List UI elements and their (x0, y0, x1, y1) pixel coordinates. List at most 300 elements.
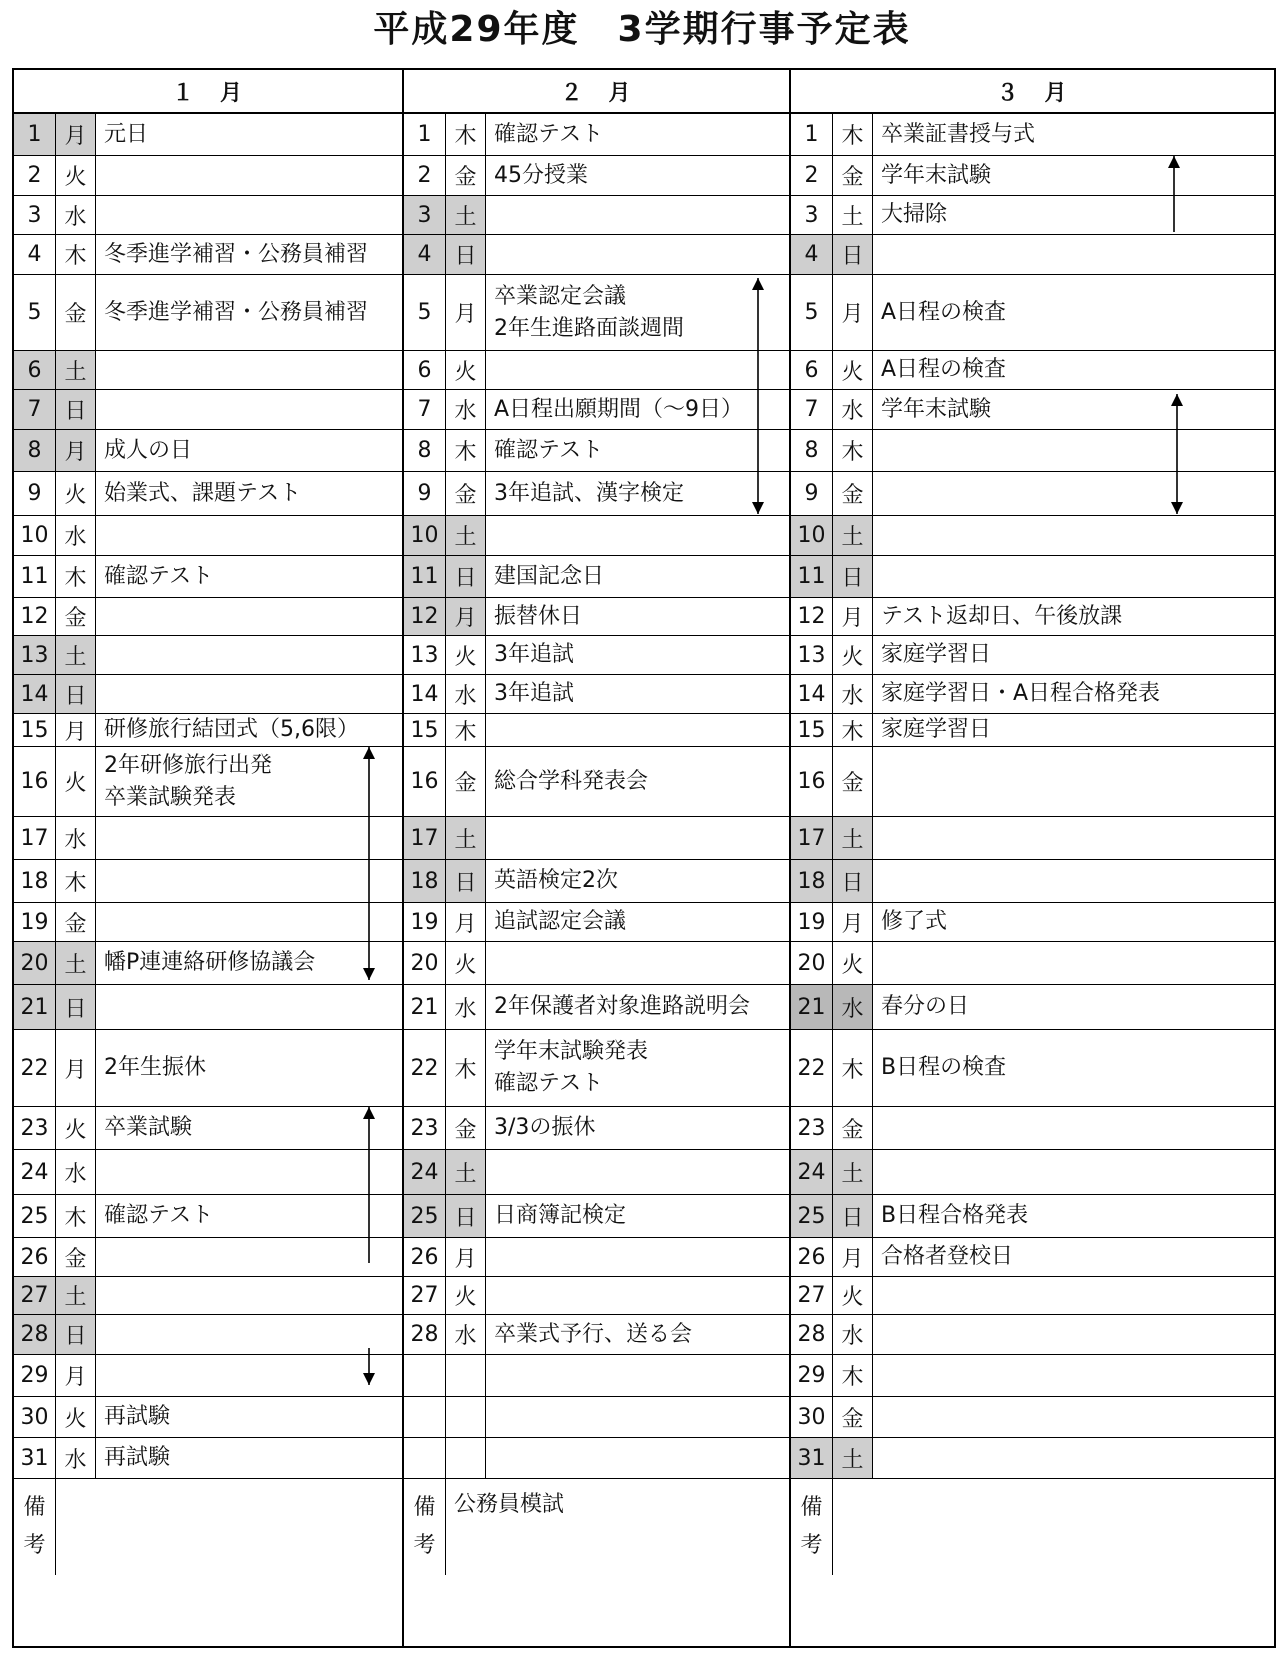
day-row (404, 556, 789, 598)
event-text: 春分の日 (881, 994, 970, 1019)
day-row (14, 1438, 402, 1479)
weekday: 火 (56, 1107, 96, 1149)
day-row (791, 903, 1274, 942)
day-row (404, 235, 789, 275)
weekday: 水 (446, 675, 486, 713)
day-number: 29 (14, 1355, 56, 1396)
weekday: 木 (56, 860, 96, 902)
event-text: 45分授業 (494, 162, 588, 188)
day-number: 11 (791, 556, 833, 597)
day-row (791, 196, 1274, 235)
day-row (14, 430, 402, 472)
day-number: 11 (404, 556, 446, 597)
day-number: 27 (791, 1277, 833, 1314)
day-number: 8 (404, 430, 446, 471)
weekday: 日 (833, 556, 873, 597)
day-number: 7 (14, 390, 56, 429)
event-text (96, 817, 402, 859)
day-number: 16 (404, 747, 446, 816)
weekday: 土 (833, 1438, 873, 1478)
event-text: 3年追試、漢字検定 (494, 480, 684, 506)
weekday: 水 (833, 390, 873, 429)
event-text: 日商簿記検定 (494, 1203, 627, 1228)
event-text (96, 985, 402, 1029)
months-container (14, 70, 1274, 1646)
weekday: 土 (833, 516, 873, 555)
event-text: 確認テスト (104, 1203, 214, 1228)
weekday: 水 (833, 985, 873, 1029)
event-text (873, 1397, 1274, 1437)
event-text: 学年末試験 (881, 162, 992, 188)
event-text: 合格者登校日 (881, 1244, 1014, 1269)
day-number: 1 (14, 114, 56, 155)
weekday: 月 (56, 114, 96, 155)
month-column (14, 70, 402, 1646)
day-number: 9 (404, 472, 446, 515)
day-number: 15 (14, 714, 56, 746)
event-text: 卒業認定会議 2年生進路面談週間 (494, 283, 684, 341)
weekday: 土 (833, 196, 873, 234)
weekday: 月 (833, 275, 873, 350)
weekday: 木 (833, 114, 873, 155)
day-row (791, 1030, 1274, 1107)
day-number: 22 (14, 1030, 56, 1106)
event-text (96, 196, 402, 234)
day-row (791, 942, 1274, 985)
day-number: 14 (404, 675, 446, 713)
day-row (14, 390, 402, 430)
day-row (791, 516, 1274, 556)
day-row (14, 275, 402, 351)
day-number: 3 (14, 196, 56, 234)
day-row (404, 675, 789, 714)
day-row (404, 747, 789, 817)
day-row (404, 1277, 789, 1315)
weekday: 火 (446, 351, 486, 389)
weekday: 月 (56, 430, 96, 471)
event-text: 再試験 (104, 1404, 171, 1429)
weekday: 土 (56, 942, 96, 984)
weekday: 日 (446, 235, 486, 274)
day-row (404, 1238, 789, 1277)
weekday: 水 (56, 196, 96, 234)
weekday: 水 (446, 390, 486, 429)
day-row (791, 390, 1274, 430)
day-number: 26 (404, 1238, 446, 1276)
day-number: 7 (791, 390, 833, 429)
day-number (404, 1438, 446, 1478)
event-text: 家庭学習日 (881, 642, 992, 667)
event-text: 確認テスト (104, 563, 214, 589)
day-number: 5 (791, 275, 833, 350)
event-text: 追試認定会議 (494, 909, 627, 934)
month-header: １ 月 (14, 70, 402, 114)
weekday: 土 (446, 516, 486, 555)
weekday: 日 (833, 1195, 873, 1237)
event-text: A日程出願期間（～9日） (494, 396, 744, 422)
day-number: 4 (791, 235, 833, 274)
day-number: 15 (404, 714, 446, 746)
event-text (873, 1355, 1274, 1396)
event-text: 学年末試験発表 確認テスト (494, 1039, 649, 1096)
weekday: 土 (56, 636, 96, 674)
weekday: 木 (446, 114, 486, 155)
remarks-label (404, 1479, 446, 1575)
weekday: 土 (446, 1150, 486, 1194)
day-row (404, 275, 789, 351)
day-number: 20 (791, 942, 833, 984)
weekday: 日 (446, 1195, 486, 1237)
day-number: 6 (404, 351, 446, 389)
weekday: 金 (833, 747, 873, 816)
weekday: 日 (833, 235, 873, 274)
day-number: 25 (404, 1195, 446, 1237)
weekday: 金 (833, 1107, 873, 1149)
event-text (486, 516, 789, 555)
page-title: 平成29年度 3学期行事予定表 (373, 9, 911, 50)
event-text: 学年末試験 (881, 396, 992, 422)
day-row (14, 636, 402, 675)
event-text (96, 860, 402, 902)
event-text: 卒業証書授与式 (881, 121, 1036, 147)
day-number: 21 (791, 985, 833, 1029)
event-text (873, 1438, 1274, 1478)
event-text: 卒業式予行、送る会 (494, 1321, 693, 1347)
day-row (14, 196, 402, 235)
weekday: 日 (56, 675, 96, 713)
event-text (96, 1238, 402, 1276)
event-text (873, 1315, 1274, 1354)
day-number: 27 (14, 1277, 56, 1314)
event-text: B日程合格発表 (881, 1203, 1029, 1228)
weekday: 水 (833, 675, 873, 713)
day-row (404, 985, 789, 1030)
weekday: 月 (56, 1030, 96, 1106)
day-number: 6 (791, 351, 833, 389)
event-text (486, 1277, 789, 1314)
event-text (96, 516, 402, 555)
weekday: 日 (833, 860, 873, 902)
day-number: 25 (791, 1195, 833, 1237)
day-number: 28 (404, 1315, 446, 1354)
day-row (404, 351, 789, 390)
weekday: 水 (56, 817, 96, 859)
day-number: 12 (791, 598, 833, 635)
event-text (486, 1355, 789, 1396)
day-number: 28 (14, 1315, 56, 1354)
day-row (791, 1438, 1274, 1479)
event-text: 家庭学習日・A日程合格発表 (881, 681, 1161, 706)
day-row (14, 817, 402, 860)
weekday: 木 (446, 430, 486, 471)
event-text (873, 472, 1274, 515)
day-row (791, 275, 1274, 351)
weekday: 月 (833, 903, 873, 941)
remarks-label-char: 備 (23, 1495, 46, 1520)
day-number: 2 (791, 156, 833, 195)
day-number: 5 (404, 275, 446, 350)
day-number: 31 (791, 1438, 833, 1478)
weekday: 水 (56, 1438, 96, 1478)
day-number: 21 (14, 985, 56, 1029)
event-text: 始業式、課題テスト (104, 480, 302, 506)
day-row (14, 598, 402, 636)
day-number: 23 (14, 1107, 56, 1149)
weekday: 火 (833, 1277, 873, 1314)
event-text: 建国記念日 (494, 563, 605, 589)
day-row (14, 1195, 402, 1238)
day-number: 6 (14, 351, 56, 389)
weekday (446, 1355, 486, 1396)
event-text: 2年保護者対象進路説明会 (494, 994, 750, 1019)
month-header: ３ 月 (791, 70, 1274, 114)
day-number: 30 (791, 1397, 833, 1437)
day-number: 19 (791, 903, 833, 941)
remarks-label-char: 備 (800, 1495, 823, 1520)
event-text (486, 235, 789, 274)
day-row (404, 1150, 789, 1195)
day-row (14, 351, 402, 390)
weekday: 木 (446, 1030, 486, 1106)
weekday: 金 (446, 1107, 486, 1149)
weekday: 火 (446, 1277, 486, 1314)
day-row (404, 516, 789, 556)
day-row (14, 472, 402, 516)
event-text (96, 675, 402, 713)
day-row (791, 556, 1274, 598)
day-row (791, 598, 1274, 636)
day-row (14, 1355, 402, 1397)
weekday: 金 (56, 275, 96, 350)
day-number: 25 (14, 1195, 56, 1237)
day-number: 18 (791, 860, 833, 902)
day-row (791, 860, 1274, 903)
day-number: 5 (14, 275, 56, 350)
event-text (873, 430, 1274, 471)
remarks-row (791, 1479, 1274, 1575)
event-text (96, 1277, 402, 1314)
event-text: 修了式 (881, 909, 948, 934)
remarks-text (833, 1479, 1274, 1575)
remarks-label-char: 考 (800, 1533, 823, 1558)
day-row (404, 472, 789, 516)
event-text (96, 1355, 402, 1396)
day-row (14, 860, 402, 903)
day-row (14, 1397, 402, 1438)
day-row (14, 985, 402, 1030)
weekday: 日 (446, 556, 486, 597)
event-text: 3年追試 (494, 642, 574, 667)
event-text: B日程の検査 (881, 1055, 1007, 1080)
event-text (486, 714, 789, 746)
day-row (404, 942, 789, 985)
weekday: 月 (446, 275, 486, 350)
day-number: 2 (404, 156, 446, 195)
weekday: 金 (833, 156, 873, 195)
event-text: A日程の検査 (881, 299, 1007, 325)
day-row (404, 1355, 789, 1397)
weekday (446, 1397, 486, 1437)
weekday: 月 (446, 1238, 486, 1276)
event-text: 研修旅行結団式（5,6限） (104, 717, 359, 742)
day-row (791, 156, 1274, 196)
event-text (873, 860, 1274, 902)
day-row (791, 351, 1274, 390)
day-number: 24 (14, 1150, 56, 1194)
day-number: 22 (791, 1030, 833, 1106)
event-text: 3/3の振休 (494, 1115, 596, 1140)
day-row (791, 714, 1274, 747)
day-row (404, 636, 789, 675)
day-number: 20 (14, 942, 56, 984)
day-number: 28 (791, 1315, 833, 1354)
day-row (14, 556, 402, 598)
day-number: 31 (14, 1438, 56, 1478)
day-number: 2 (14, 156, 56, 195)
event-text: 幡P連連絡研修協議会 (104, 950, 316, 975)
weekday: 金 (446, 747, 486, 816)
day-number: 17 (404, 817, 446, 859)
day-row (404, 1397, 789, 1438)
day-row (404, 817, 789, 860)
event-text (873, 556, 1274, 597)
day-row (14, 1030, 402, 1107)
day-number: 26 (791, 1238, 833, 1276)
event-text (873, 1107, 1274, 1149)
day-number: 27 (404, 1277, 446, 1314)
event-text: 元日 (104, 121, 149, 147)
month-column (402, 70, 789, 1646)
weekday: 日 (446, 860, 486, 902)
day-number: 18 (404, 860, 446, 902)
day-row (791, 817, 1274, 860)
day-row (791, 1315, 1274, 1355)
event-text (873, 516, 1274, 555)
day-row (791, 430, 1274, 472)
event-text (486, 196, 789, 234)
day-number: 12 (14, 598, 56, 635)
day-number: 23 (404, 1107, 446, 1149)
day-row (404, 1030, 789, 1107)
event-text: 再試験 (104, 1445, 171, 1470)
weekday: 土 (56, 351, 96, 389)
remarks-label-char: 備 (413, 1495, 436, 1520)
day-row (791, 1397, 1274, 1438)
weekday: 日 (56, 1315, 96, 1354)
weekday: 日 (56, 390, 96, 429)
event-text: 大掃除 (881, 202, 948, 227)
day-number: 10 (14, 516, 56, 555)
event-text (873, 1277, 1274, 1314)
day-number: 24 (404, 1150, 446, 1194)
day-number: 16 (791, 747, 833, 816)
day-number: 18 (14, 860, 56, 902)
weekday: 木 (56, 235, 96, 274)
event-text (486, 942, 789, 984)
day-number (404, 1397, 446, 1437)
event-text: 3年追試 (494, 681, 574, 706)
event-text: 英語検定2次 (494, 868, 618, 893)
day-row (14, 942, 402, 985)
weekday: 木 (446, 714, 486, 746)
event-text (96, 903, 402, 941)
weekday: 火 (446, 636, 486, 674)
day-number: 17 (791, 817, 833, 859)
day-number: 15 (791, 714, 833, 746)
event-text (96, 1315, 402, 1354)
event-text (96, 598, 402, 635)
event-text: 冬季進学補習・公務員補習 (104, 299, 369, 325)
day-number: 17 (14, 817, 56, 859)
weekday: 金 (446, 472, 486, 515)
weekday: 金 (56, 903, 96, 941)
weekday: 火 (833, 942, 873, 984)
weekday: 水 (833, 1315, 873, 1354)
weekday: 木 (833, 714, 873, 746)
day-row (404, 430, 789, 472)
day-number: 20 (404, 942, 446, 984)
weekday: 金 (833, 1397, 873, 1437)
event-text (96, 636, 402, 674)
event-text: 総合学科発表会 (494, 768, 649, 794)
day-number: 7 (404, 390, 446, 429)
weekday: 水 (56, 1150, 96, 1194)
month-header: ２ 月 (404, 70, 789, 114)
weekday: 水 (446, 1315, 486, 1354)
day-number: 10 (404, 516, 446, 555)
weekday: 木 (833, 430, 873, 471)
day-row (14, 156, 402, 196)
day-number: 11 (14, 556, 56, 597)
day-number: 30 (14, 1397, 56, 1437)
event-text (873, 235, 1274, 274)
event-text: A日程の検査 (881, 357, 1007, 382)
day-number: 9 (14, 472, 56, 515)
weekday: 水 (446, 985, 486, 1029)
weekday: 金 (56, 598, 96, 635)
day-row (404, 1107, 789, 1150)
day-number (404, 1355, 446, 1396)
weekday: 木 (833, 1030, 873, 1106)
day-row (404, 1195, 789, 1238)
event-text: 2年生振休 (104, 1055, 206, 1080)
event-text (486, 351, 789, 389)
day-number: 21 (404, 985, 446, 1029)
remarks-label (791, 1479, 833, 1575)
weekday: 火 (56, 472, 96, 515)
day-number: 14 (14, 675, 56, 713)
day-row (791, 1238, 1274, 1277)
day-number: 4 (404, 235, 446, 274)
day-number: 1 (791, 114, 833, 155)
remarks-label-char: 考 (413, 1533, 436, 1558)
event-text (873, 747, 1274, 816)
weekday: 火 (56, 747, 96, 816)
day-number: 14 (791, 675, 833, 713)
weekday: 火 (56, 1397, 96, 1437)
weekday: 土 (446, 196, 486, 234)
event-text (96, 351, 402, 389)
day-row (791, 1150, 1274, 1195)
event-text (486, 817, 789, 859)
event-text (486, 1150, 789, 1194)
weekday: 金 (56, 1238, 96, 1276)
remarks-row (14, 1479, 402, 1575)
event-text (486, 1438, 789, 1478)
event-text: 家庭学習日 (881, 717, 992, 742)
day-row (791, 675, 1274, 714)
day-number: 13 (404, 636, 446, 674)
